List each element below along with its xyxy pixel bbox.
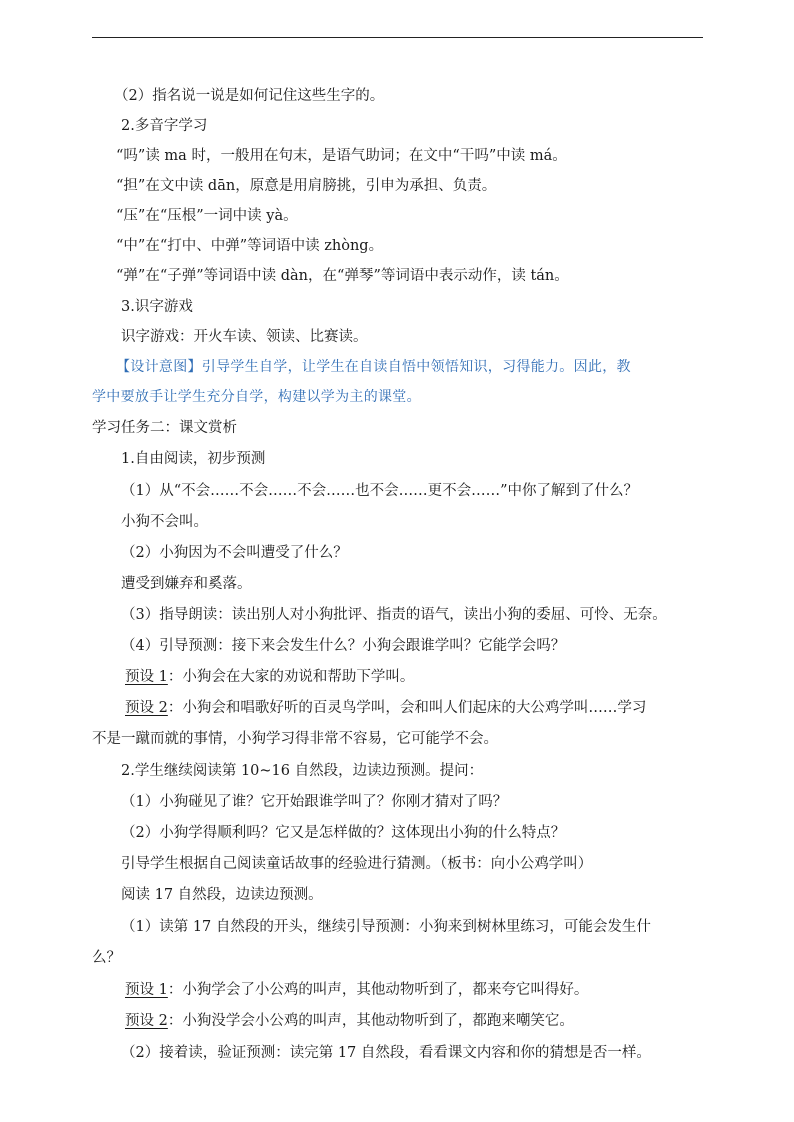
preset-separator: ： bbox=[167, 1013, 183, 1029]
paragraph-line: “担”在文中读 dān，原意是用肩膀挑，引申为承担、负责。 bbox=[116, 178, 497, 194]
paragraph-line: “弹”在“子弹”等词语中读 dàn，在“弹琴”等词语中表示动作，读 tán。 bbox=[116, 268, 569, 284]
header-rule bbox=[92, 37, 703, 38]
preset-label: 预设 2 bbox=[125, 1013, 168, 1029]
preset-separator: ： bbox=[167, 669, 183, 685]
preset-label: 预设 1 bbox=[125, 982, 168, 998]
preset-label: 预设 1 bbox=[125, 669, 168, 685]
paragraph-line: （2）小狗学得顺利吗？它又是怎样做的？这体现出小狗的什么特点？ bbox=[121, 825, 566, 841]
answer-line: 小狗不会叫。 bbox=[121, 514, 208, 530]
preset-line bbox=[125, 698, 646, 718]
section-heading: 2.学生继续阅读第 10~16 自然段，边读边预测。提问： bbox=[121, 763, 484, 779]
paragraph-line: （4）引导预测：接下来会发生什么？小狗会跟谁学叫？它能学会吗？ bbox=[121, 638, 566, 654]
paragraph-line: （1）读第 17 自然段的开头，继续引导预测：小狗来到树林里练习，可能会发生什 bbox=[121, 919, 651, 935]
preset-text: 小狗没学会小公鸡的叫声，其他动物听到了，都跑来嘲笑它。 bbox=[182, 1013, 574, 1029]
preset-text: 小狗学会了小公鸡的叫声，其他动物听到了，都来夸它叫得好。 bbox=[182, 982, 589, 998]
preset-separator: ： bbox=[167, 700, 183, 716]
paragraph-line: “中”在“打中、中弹”等词语中读 zhòng。 bbox=[116, 238, 384, 254]
preset-label: 预设 2 bbox=[125, 700, 168, 716]
paragraph-line: （2）指名说一说是如何记住这些生字的。 bbox=[114, 88, 385, 104]
paragraph-line: （1）从“不会……不会……不会……也不会……更不会……”中你了解到了什么？ bbox=[121, 483, 639, 499]
paragraph-line: （2）接着读，验证预测：读完第 17 自然段，看看课文内容和你的猜想是否一样。 bbox=[121, 1045, 651, 1061]
paragraph-line: （3）指导朗读：读出别人对小狗批评、指责的语气，读出小狗的委屈、可怜、无奈。 bbox=[121, 607, 667, 623]
preset-text: 小狗会和唱歌好听的百灵鸟学叫，会和叫人们起床的大公鸡学叫……学习 bbox=[182, 700, 647, 716]
answer-line: 遭受到嫌弃和奚落。 bbox=[121, 576, 252, 592]
paragraph-line: 识字游戏：开火车读、领读、比赛读。 bbox=[121, 329, 368, 345]
paragraph-line: （2）小狗因为不会叫遭受了什么？ bbox=[121, 545, 348, 561]
design-intent-note: 【设计意图】引导学生自学，让学生在自读自悟中领悟知识，习得能力。因此，教 bbox=[116, 359, 631, 375]
section-heading: 3.识字游戏 bbox=[121, 299, 193, 315]
paragraph-line: 么？ bbox=[92, 950, 121, 966]
paragraph-line: 阅读 17 自然段，边读边预测。 bbox=[121, 887, 323, 903]
paragraph-line: “压”在“压根”一词中读 yà。 bbox=[116, 208, 298, 224]
preset-line bbox=[125, 980, 588, 1000]
preset-line bbox=[125, 667, 414, 687]
preset-separator: ： bbox=[167, 982, 183, 998]
paragraph-line: 不是一蹴而就的事情，小狗学习得非常不容易，它可能学不会。 bbox=[92, 731, 498, 747]
section-heading: 1.自由阅读，初步预测 bbox=[121, 451, 266, 467]
paragraph-line: 引导学生根据自己阅读童话故事的经验进行猜测。（板书：向小公鸡学叫） bbox=[121, 856, 593, 872]
design-intent-note: 学中要放手让学生充分自学，构建以学为主的课堂。 bbox=[92, 389, 421, 405]
preset-text: 小狗会在大家的劝说和帮助下学叫。 bbox=[182, 669, 415, 685]
section-heading: 2.多音字学习 bbox=[121, 118, 208, 134]
preset-line bbox=[125, 1011, 574, 1031]
paragraph-line: “吗”读 ma 时，一般用在句末，是语气助词；在文中“干吗”中读 má。 bbox=[116, 148, 567, 164]
task-heading: 学习任务二：课文赏析 bbox=[92, 420, 237, 436]
paragraph-line: （1）小狗碰见了谁？它开始跟谁学叫了？你刚才猜对了吗？ bbox=[121, 794, 508, 810]
